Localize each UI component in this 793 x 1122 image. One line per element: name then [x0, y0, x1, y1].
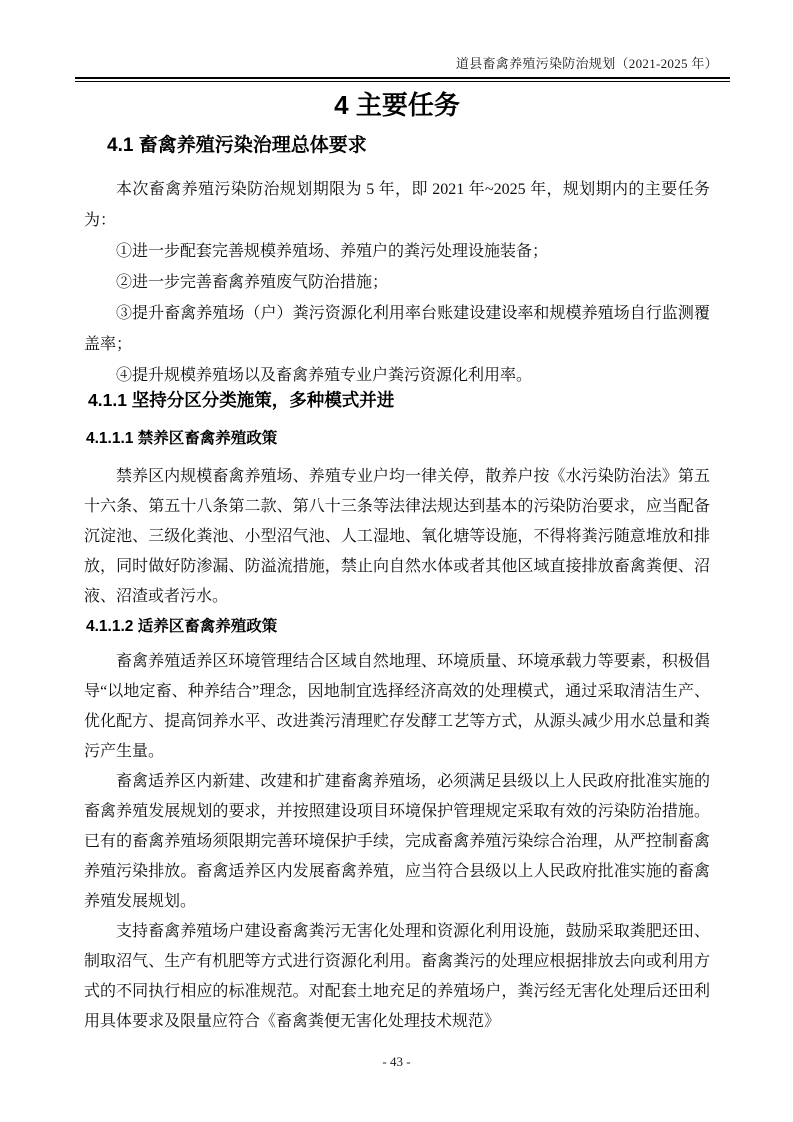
paragraph-forbidden-zone: 禁养区内规模畜禽养殖场、养殖专业户均一律关停，散养户按《水污染防治法》第五十六条、第五十八条第二款、第八十三条等法律法规达到基本的污染防治要求，应当配备沉淀池、三级化粪池、小型沼气池、人工湿地、氧化塘等设施，不得将粪污随意堆放和排放，同时做好防渗漏、防溢流措施，禁止向自然水体或者其他区域直接排放畜禽粪便、沼液、沼渣或者污水。 [84, 468, 710, 605]
task-item-1: ①进一步配套完善规模养殖场、养殖户的粪污处理设施装备； [116, 243, 549, 260]
paragraph-suitable-zone-3: 支持畜禽养殖场户建设畜禽粪污无害化处理和资源化利用设施，鼓励采取粪肥还田、制取沼气、生产有机肥等方式进行资源化利用。畜禽粪污的处理应根据排放去向或利用方式的不同执行相应的标准规范。对配套土地充足的养殖场户，粪污经无害化处理后还田利用具体要求及限量应符合《畜禽粪便无害化处理技术规范》 [84, 923, 710, 1030]
task-item-3: ③提升畜禽养殖场（户）粪污资源化利用率台账建设建设率和规模养殖场自行监测覆盖率； [84, 305, 710, 353]
section-heading-4-1-1-1: 4.1.1.1 禁养区畜禽养殖政策 [86, 430, 278, 447]
document-content [84, 0, 710, 1037]
paragraph-suitable-zone-2: 畜禽适养区内新建、改建和扩建畜禽养殖场，必须满足县级以上人民政府批准实施的畜禽养殖发展规划的要求，并按照建设项目环境保护管理规定采取有效的污染防治措施。已有的畜禽养殖场须限期完善环境保护手续，完成畜禽养殖污染综合治理，从严控制畜禽养殖污染排放。畜禽适养区内发展畜禽养殖，应当符合县级以上人民政府批准实施的畜禽养殖发展规划。 [84, 773, 710, 910]
page-number: - 43 - [382, 1054, 411, 1069]
section-heading-4-1-1: 4.1.1 坚持分区分类施策，多种模式并进 [88, 390, 395, 410]
section-heading-4-1: 4.1 畜禽养殖污染治理总体要求 [107, 135, 367, 156]
task-item-4: ④提升规模养殖场以及畜禽养殖专业户粪污资源化利用率。 [116, 367, 533, 384]
task-item-2: ②进一步完善畜禽养殖废气防治措施； [116, 274, 389, 291]
chapter-title: 4 主要任务 [334, 90, 460, 120]
paragraph-intro: 本次畜禽养殖污染防治规划期限为 5 年，即 2021 年~2025 年，规划期内的主要任务为： [84, 181, 710, 229]
header-title: 道县畜禽养殖污染防治规划（2021-2025 年） [455, 56, 718, 71]
page-footer [0, 1053, 793, 1070]
paragraph-suitable-zone-1: 畜禽养殖适养区环境管理结合区域自然地理、环境质量、环境承载力等要素，积极倡导“以地定畜、种养结合”理念，因地制宜选择经济高效的处理模式，通过采取清洁生产、优化配方、提高饲养水平、改进粪污清理贮存发酵工艺等方式，从源头减少用水总量和粪污产生量。 [84, 653, 710, 760]
section-heading-4-1-1-2: 4.1.1.2 适养区畜禽养殖政策 [86, 618, 278, 635]
